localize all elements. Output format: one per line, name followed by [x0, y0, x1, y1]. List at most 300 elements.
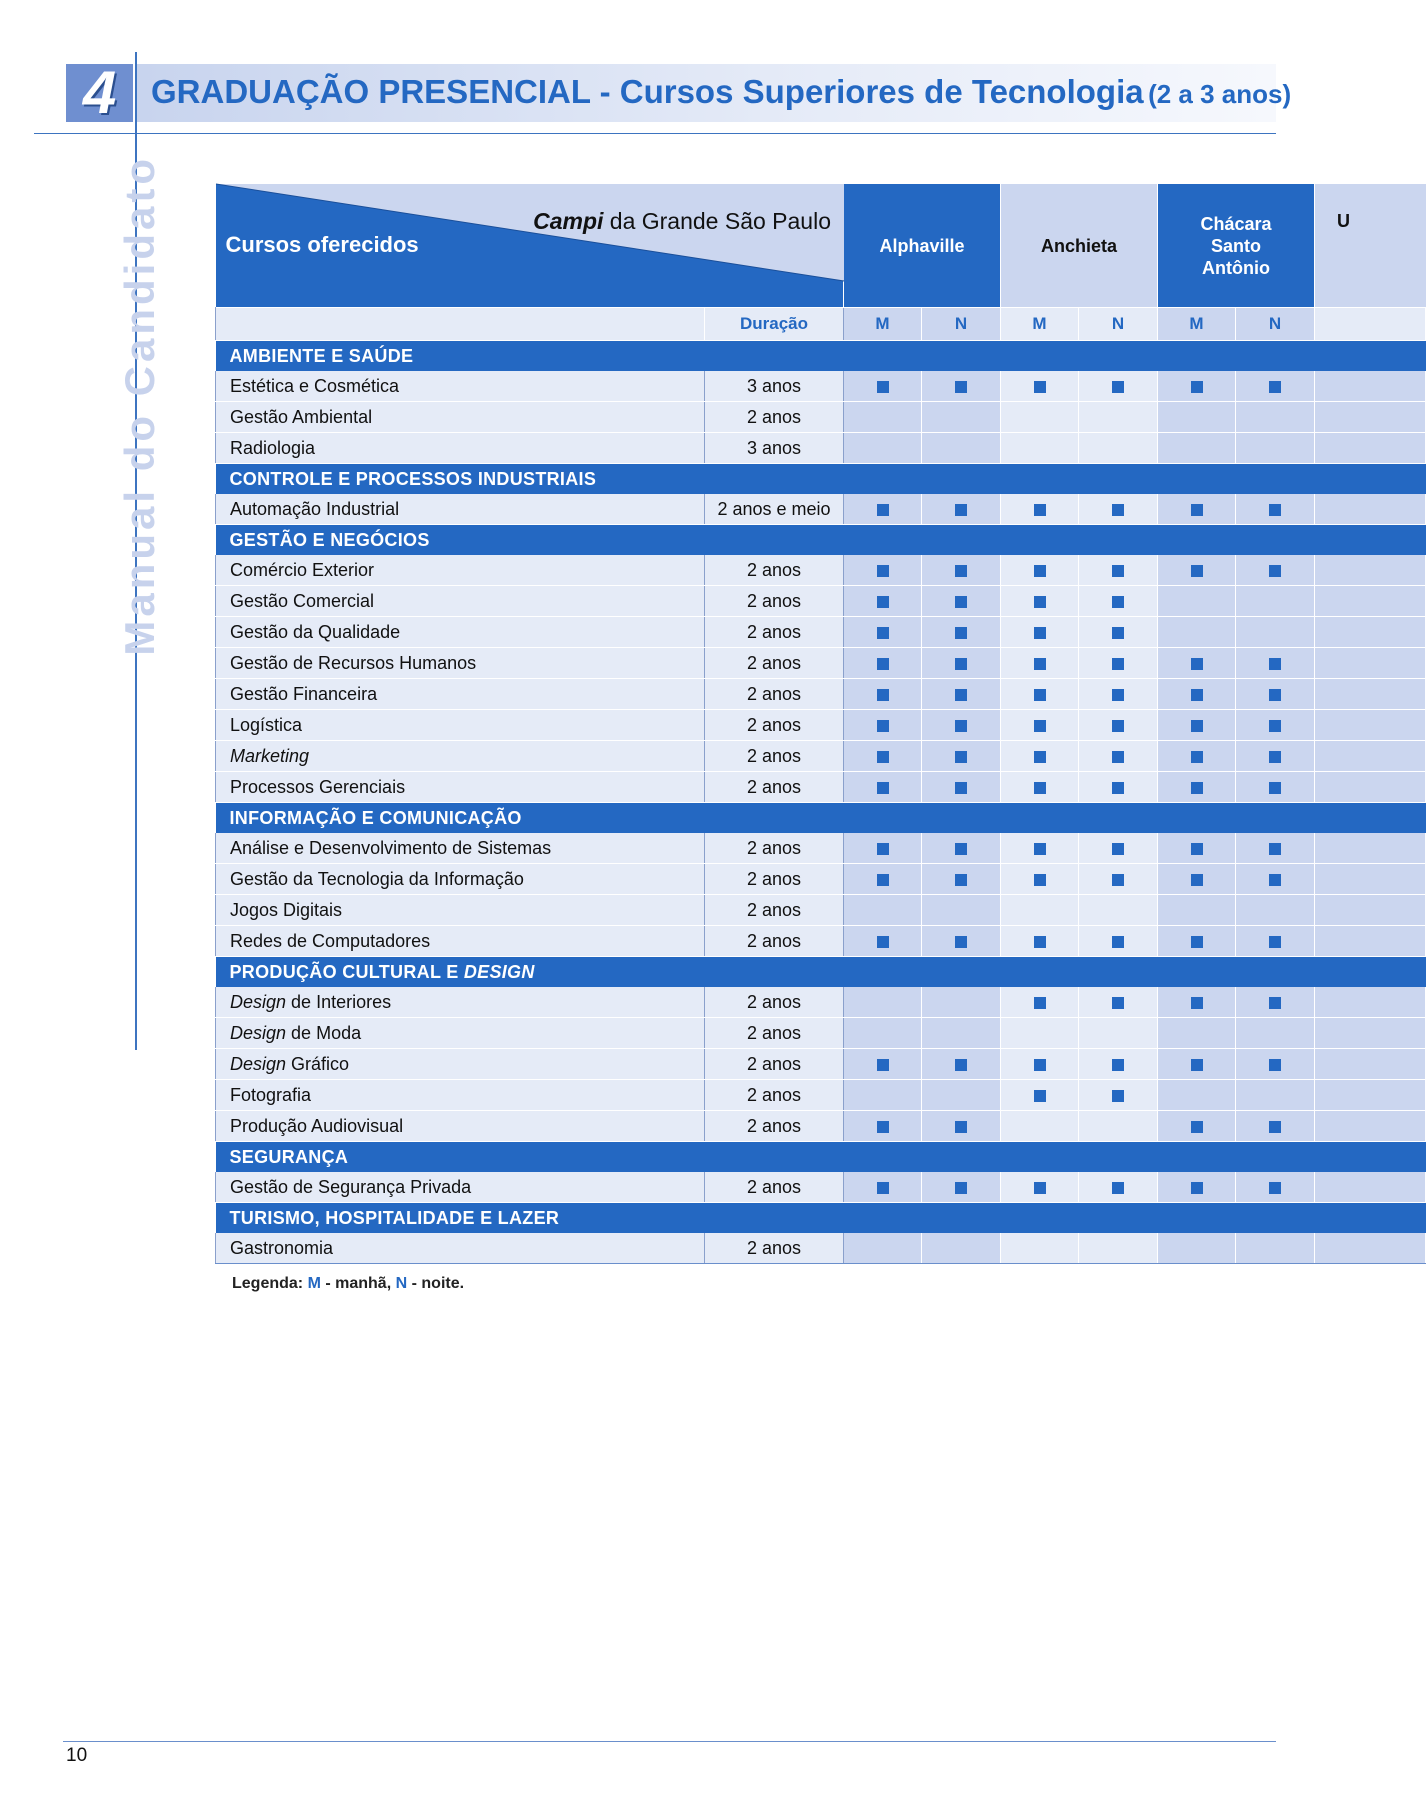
availability-cell — [1001, 679, 1079, 710]
table-row — [216, 772, 1426, 803]
course-duration: 2 anos — [705, 1172, 844, 1203]
availability-cell-cut — [1315, 864, 1426, 895]
availability-cell — [1236, 1233, 1315, 1264]
offered-marker-icon — [955, 1182, 967, 1194]
availability-cell — [1001, 371, 1079, 402]
availability-cell — [844, 1049, 922, 1080]
offered-marker-icon — [1191, 843, 1203, 855]
course-name-text: Redes de Computadores — [230, 930, 431, 951]
availability-cell — [844, 1111, 922, 1142]
availability-cell — [1236, 1111, 1315, 1142]
availability-cell — [922, 371, 1001, 402]
course-duration: 2 anos — [705, 772, 844, 803]
course-duration: 2 anos — [705, 833, 844, 864]
offered-marker-icon — [1191, 936, 1203, 948]
course-name — [216, 1233, 705, 1264]
offered-marker-icon — [877, 843, 889, 855]
offered-marker-icon — [1034, 874, 1046, 886]
course-name — [216, 772, 705, 803]
course-duration: 2 anos — [705, 1080, 844, 1111]
offered-marker-icon — [1034, 627, 1046, 639]
offered-marker-icon — [1112, 1059, 1124, 1071]
offered-marker-icon — [1269, 1059, 1281, 1071]
availability-cell — [922, 1049, 1001, 1080]
category-name: TURISMO, HOSPITALIDADE E LAZER — [229, 1207, 560, 1228]
course-name-text: Jogos Digitais — [230, 899, 343, 920]
offered-marker-icon — [955, 689, 967, 701]
offered-marker-icon — [1269, 751, 1281, 763]
availability-cell — [1158, 987, 1236, 1018]
availability-cell-cut — [1315, 648, 1426, 679]
availability-cell — [922, 833, 1001, 864]
offered-marker-icon — [955, 1059, 967, 1071]
offered-marker-icon — [1269, 565, 1281, 577]
legend-m: M — [307, 1275, 321, 1292]
offered-marker-icon — [1269, 874, 1281, 886]
course-name — [216, 679, 705, 710]
availability-cell — [1236, 494, 1315, 525]
availability-cell-cut — [1315, 741, 1426, 772]
course-name-text: de Interiores — [291, 991, 392, 1012]
availability-cell — [1079, 648, 1158, 679]
campus-chacara-label: Chácara Santo Antônio — [1200, 213, 1272, 278]
availability-cell — [1158, 1018, 1236, 1049]
availability-cell — [844, 371, 922, 402]
course-name — [216, 371, 705, 402]
availability-cell-cut — [1315, 710, 1426, 741]
offered-marker-icon — [1112, 782, 1124, 794]
availability-cell — [844, 1018, 922, 1049]
category-label — [216, 957, 1426, 988]
availability-cell — [1001, 926, 1079, 957]
availability-cell — [922, 1233, 1001, 1264]
table-row — [216, 555, 1426, 586]
availability-cell — [1001, 433, 1079, 464]
offered-marker-icon — [877, 689, 889, 701]
offered-marker-icon — [1112, 720, 1124, 732]
offered-marker-icon — [1034, 843, 1046, 855]
course-name-text: Gestão Ambiental — [230, 406, 373, 427]
course-duration: 3 anos — [705, 371, 844, 402]
table-row — [216, 1233, 1426, 1264]
availability-cell-cut — [1315, 833, 1426, 864]
availability-cell — [1079, 555, 1158, 586]
category-label — [216, 341, 1426, 372]
course-name-text: Gestão de Segurança Privada — [230, 1176, 472, 1197]
availability-cell — [1079, 617, 1158, 648]
availability-cell-cut — [1315, 1233, 1426, 1264]
availability-cell — [1001, 648, 1079, 679]
availability-cell — [922, 433, 1001, 464]
availability-cell — [1001, 864, 1079, 895]
offered-marker-icon — [1034, 1090, 1046, 1102]
table-row — [216, 1018, 1426, 1049]
offered-marker-icon — [955, 596, 967, 608]
availability-cell — [1079, 586, 1158, 617]
availability-cell — [1079, 433, 1158, 464]
availability-cell — [1001, 402, 1079, 433]
campus-next-cut: U — [1315, 184, 1426, 308]
offered-marker-icon — [877, 565, 889, 577]
category-label — [216, 525, 1426, 556]
availability-cell — [922, 679, 1001, 710]
table-row — [216, 710, 1426, 741]
offered-marker-icon — [877, 1121, 889, 1133]
table-row — [216, 1049, 1426, 1080]
offered-marker-icon — [1191, 689, 1203, 701]
availability-cell — [1079, 710, 1158, 741]
course-duration: 2 anos — [705, 648, 844, 679]
availability-cell — [922, 648, 1001, 679]
availability-cell-cut — [1315, 1080, 1426, 1111]
table-row — [216, 679, 1426, 710]
availability-cell — [844, 864, 922, 895]
offered-marker-icon — [1269, 936, 1281, 948]
offered-marker-icon — [877, 658, 889, 670]
campi-header — [533, 208, 831, 235]
availability-cell — [1158, 710, 1236, 741]
course-name-text: Processos Gerenciais — [230, 776, 406, 797]
course-name — [216, 1080, 705, 1111]
legend-n: N — [395, 1275, 408, 1292]
duration-header: Duração — [705, 308, 844, 341]
offered-marker-icon — [1191, 751, 1203, 763]
chapter-number: 4 — [66, 64, 133, 122]
availability-cell — [1158, 494, 1236, 525]
availability-cell — [922, 710, 1001, 741]
availability-cell — [844, 833, 922, 864]
availability-cell — [1001, 1233, 1079, 1264]
availability-cell — [1079, 371, 1158, 402]
course-name — [216, 741, 705, 772]
offered-marker-icon — [1034, 997, 1046, 1009]
shift-label: M — [1001, 308, 1079, 341]
availability-cell — [1236, 648, 1315, 679]
offered-marker-icon — [1112, 936, 1124, 948]
availability-cell — [1236, 1049, 1315, 1080]
course-duration: 2 anos e meio — [705, 494, 844, 525]
availability-cell — [922, 402, 1001, 433]
availability-cell-cut — [1315, 494, 1426, 525]
course-name — [216, 494, 705, 525]
shift-label: N — [1236, 308, 1315, 341]
courses-table — [215, 184, 1426, 1264]
course-name-text: Fotografia — [230, 1084, 312, 1105]
page-title — [151, 70, 1291, 121]
course-name-text: Gestão da Tecnologia da Informação — [230, 868, 524, 889]
availability-cell — [922, 494, 1001, 525]
page-title-suffix: (2 a 3 anos) — [1148, 79, 1292, 109]
course-name-text: Gráfico — [291, 1053, 350, 1074]
offered-marker-icon — [877, 720, 889, 732]
availability-cell — [1001, 617, 1079, 648]
availability-cell-cut — [1315, 772, 1426, 803]
availability-cell — [1001, 895, 1079, 926]
availability-cell — [844, 494, 922, 525]
category-name: PRODUÇÃO CULTURAL E — [229, 961, 459, 982]
offered-marker-icon — [1112, 1090, 1124, 1102]
offered-marker-icon — [955, 720, 967, 732]
page-title-main: GRADUAÇÃO PRESENCIAL - Cursos Superiores de Tecnologia — [151, 73, 1144, 110]
availability-cell — [1079, 1080, 1158, 1111]
availability-cell — [1079, 895, 1158, 926]
table-row — [216, 1111, 1426, 1142]
offered-marker-icon — [1112, 997, 1124, 1009]
legend-m-text: - manhã, — [325, 1275, 392, 1292]
availability-cell — [1236, 1172, 1315, 1203]
category-name: SEGURANÇA — [229, 1146, 349, 1167]
offered-marker-icon — [877, 504, 889, 516]
availability-cell — [844, 772, 922, 803]
footer-rule — [63, 1741, 1276, 1742]
table-row — [216, 864, 1426, 895]
campi-header-italic: Campi — [533, 208, 604, 234]
legend — [232, 1275, 464, 1293]
offered-marker-icon — [1034, 751, 1046, 763]
table-row — [216, 1080, 1426, 1111]
offered-marker-icon — [1034, 782, 1046, 794]
availability-cell — [922, 617, 1001, 648]
offered-marker-icon — [1269, 1182, 1281, 1194]
course-duration: 2 anos — [705, 1018, 844, 1049]
course-duration: 2 anos — [705, 1111, 844, 1142]
course-name — [216, 586, 705, 617]
availability-cell — [844, 1233, 922, 1264]
category-label — [216, 464, 1426, 495]
course-name-text: Gestão Financeira — [230, 683, 378, 704]
offered-marker-icon — [1191, 381, 1203, 393]
offered-marker-icon — [955, 782, 967, 794]
availability-cell-cut — [1315, 1172, 1426, 1203]
offered-marker-icon — [1191, 997, 1203, 1009]
offered-marker-icon — [955, 381, 967, 393]
offered-marker-icon — [1191, 565, 1203, 577]
shift-label: N — [1079, 308, 1158, 341]
offered-marker-icon — [1034, 381, 1046, 393]
offered-marker-icon — [1191, 720, 1203, 732]
availability-cell — [1236, 710, 1315, 741]
course-name-text: Gastronomia — [230, 1237, 334, 1258]
availability-cell — [1079, 1172, 1158, 1203]
availability-cell — [1236, 772, 1315, 803]
availability-cell — [922, 1018, 1001, 1049]
availability-cell — [1236, 371, 1315, 402]
offered-marker-icon — [1034, 658, 1046, 670]
subheader-cut — [1315, 308, 1426, 341]
availability-cell — [1079, 772, 1158, 803]
course-name — [216, 1111, 705, 1142]
offered-marker-icon — [955, 874, 967, 886]
availability-cell — [1079, 864, 1158, 895]
category-row — [216, 341, 1426, 372]
availability-cell — [1001, 555, 1079, 586]
course-name — [216, 555, 705, 586]
table-row — [216, 741, 1426, 772]
course-name-text: Gestão de Recursos Humanos — [230, 652, 477, 673]
offered-marker-icon — [1034, 504, 1046, 516]
campus-alphaville: Alphaville — [844, 184, 1001, 308]
course-duration: 2 anos — [705, 895, 844, 926]
course-name-text: de Moda — [291, 1022, 362, 1043]
course-name-italic: Design — [230, 1022, 287, 1043]
offered-marker-icon — [1269, 782, 1281, 794]
category-row — [216, 525, 1426, 556]
offered-marker-icon — [877, 1182, 889, 1194]
availability-cell — [1079, 926, 1158, 957]
offered-marker-icon — [1034, 565, 1046, 577]
shift-label: N — [922, 308, 1001, 341]
table-header-row — [216, 184, 1426, 308]
subheader-row — [216, 308, 1426, 341]
availability-cell — [1001, 586, 1079, 617]
course-name — [216, 864, 705, 895]
availability-cell — [1158, 1111, 1236, 1142]
subheader-blank — [216, 308, 705, 341]
availability-cell-cut — [1315, 586, 1426, 617]
availability-cell — [922, 586, 1001, 617]
availability-cell — [1236, 433, 1315, 464]
category-row — [216, 1142, 1426, 1173]
offered-marker-icon — [1269, 843, 1281, 855]
availability-cell — [1236, 402, 1315, 433]
availability-cell — [1079, 402, 1158, 433]
availability-cell — [1158, 586, 1236, 617]
availability-cell — [1236, 895, 1315, 926]
table-row — [216, 617, 1426, 648]
courses-header: Cursos oferecidos — [225, 232, 419, 257]
table-body — [216, 308, 1426, 1264]
offered-marker-icon — [1034, 720, 1046, 732]
availability-cell-cut — [1315, 679, 1426, 710]
campi-header-rest: da Grande São Paulo — [609, 208, 831, 234]
course-name — [216, 895, 705, 926]
availability-cell — [1158, 741, 1236, 772]
offered-marker-icon — [1034, 1182, 1046, 1194]
availability-cell — [1079, 679, 1158, 710]
availability-cell — [844, 710, 922, 741]
availability-cell — [922, 1111, 1001, 1142]
course-name-text: Automação Industrial — [230, 498, 400, 519]
course-name-text: Estética e Cosmética — [230, 375, 400, 396]
availability-cell — [1236, 864, 1315, 895]
availability-cell-cut — [1315, 555, 1426, 586]
availability-cell — [844, 895, 922, 926]
availability-cell — [1001, 987, 1079, 1018]
offered-marker-icon — [1112, 689, 1124, 701]
course-duration: 2 anos — [705, 1233, 844, 1264]
course-duration: 2 anos — [705, 987, 844, 1018]
category-name: INFORMAÇÃO E COMUNICAÇÃO — [229, 807, 522, 828]
availability-cell — [1158, 772, 1236, 803]
offered-marker-icon — [877, 627, 889, 639]
offered-marker-icon — [955, 504, 967, 516]
availability-cell — [922, 1080, 1001, 1111]
availability-cell — [1236, 833, 1315, 864]
availability-cell-cut — [1315, 402, 1426, 433]
course-duration: 2 anos — [705, 741, 844, 772]
course-name-italic: Design — [230, 1053, 287, 1074]
offered-marker-icon — [1191, 782, 1203, 794]
availability-cell — [1236, 926, 1315, 957]
availability-cell — [1079, 741, 1158, 772]
availability-cell — [1001, 1018, 1079, 1049]
availability-cell — [1001, 710, 1079, 741]
course-duration: 2 anos — [705, 402, 844, 433]
availability-cell — [922, 987, 1001, 1018]
course-name-text: Radiologia — [230, 437, 316, 458]
category-name: CONTROLE E PROCESSOS INDUSTRIAIS — [229, 468, 597, 489]
availability-cell — [1158, 433, 1236, 464]
header-rule — [34, 133, 1276, 134]
availability-cell-cut — [1315, 1018, 1426, 1049]
table-row — [216, 1172, 1426, 1203]
course-duration: 2 anos — [705, 679, 844, 710]
course-duration: 2 anos — [705, 555, 844, 586]
campus-chacara-santo-antonio — [1158, 184, 1315, 308]
course-name-italic: Design — [230, 991, 287, 1012]
availability-cell — [1158, 555, 1236, 586]
availability-cell — [1079, 1111, 1158, 1142]
offered-marker-icon — [1112, 504, 1124, 516]
availability-cell — [1158, 679, 1236, 710]
offered-marker-icon — [877, 1059, 889, 1071]
offered-marker-icon — [1269, 720, 1281, 732]
availability-cell — [1001, 1049, 1079, 1080]
availability-cell — [1158, 833, 1236, 864]
availability-cell — [844, 402, 922, 433]
course-name — [216, 987, 705, 1018]
table-row — [216, 433, 1426, 464]
course-name — [216, 402, 705, 433]
availability-cell — [1158, 1233, 1236, 1264]
offered-marker-icon — [1191, 1182, 1203, 1194]
availability-cell — [1001, 1080, 1079, 1111]
availability-cell-cut — [1315, 926, 1426, 957]
legend-label: Legenda: — [232, 1275, 304, 1292]
availability-cell — [922, 555, 1001, 586]
availability-cell — [1001, 1172, 1079, 1203]
shift-label: M — [1158, 308, 1236, 341]
category-name: GESTÃO E NEGÓCIOS — [229, 529, 430, 550]
availability-cell — [844, 586, 922, 617]
offered-marker-icon — [1034, 596, 1046, 608]
availability-cell — [1158, 895, 1236, 926]
course-duration: 2 anos — [705, 710, 844, 741]
availability-cell — [844, 555, 922, 586]
availability-cell — [1079, 833, 1158, 864]
offered-marker-icon — [955, 843, 967, 855]
availability-cell — [844, 1172, 922, 1203]
course-name — [216, 833, 705, 864]
offered-marker-icon — [1112, 596, 1124, 608]
course-name-text: Logística — [230, 714, 303, 735]
course-name — [216, 926, 705, 957]
course-name — [216, 1049, 705, 1080]
availability-cell — [922, 741, 1001, 772]
availability-cell-cut — [1315, 433, 1426, 464]
course-name-text: Análise e Desenvolvimento de Sistemas — [230, 837, 552, 858]
offered-marker-icon — [1191, 1121, 1203, 1133]
availability-cell — [1236, 586, 1315, 617]
offered-marker-icon — [955, 658, 967, 670]
availability-cell — [1158, 1049, 1236, 1080]
offered-marker-icon — [955, 936, 967, 948]
course-name-text: Gestão da Qualidade — [230, 621, 401, 642]
availability-cell — [1001, 494, 1079, 525]
offered-marker-icon — [1269, 1121, 1281, 1133]
course-name — [216, 433, 705, 464]
table-row — [216, 648, 1426, 679]
